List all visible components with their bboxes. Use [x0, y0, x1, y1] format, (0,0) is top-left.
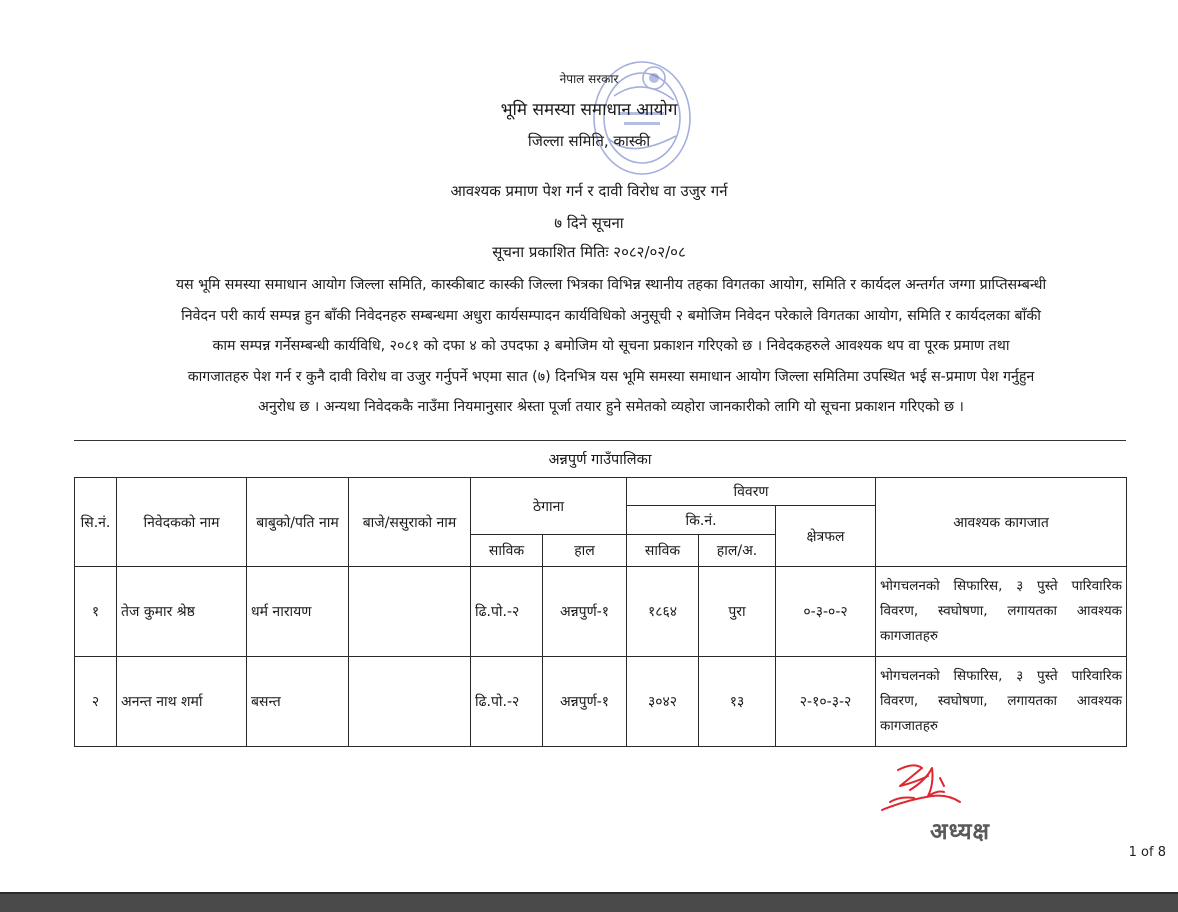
notice-body-line: निवेदन परी कार्य सम्पन्न हुन बाँकी निवेदनहरु सम्बन्धमा अधुरा कार्यसम्पादन कार्यविधिको अनुसूची २ बमोजिम निवेदन परेकाले विगतका आयोग, समिति र कार्यदलका बाँकी — [181, 307, 1041, 324]
notice-body-line: अनुरोध छ । अन्यथा निवेदककै नाउँमा नियमानुसार श्रेस्ता पूर्जा तयार हुने समेतको व्यहोरा जानकारीको लागि यो सूचना प्रकाशन गरिएको छ । — [258, 399, 964, 415]
cell-father: बसन्त — [247, 657, 349, 747]
header-area: क्षेत्रफल — [776, 506, 876, 567]
commission-title: भूमि समस्या समाधान आयोग — [500, 100, 678, 120]
header-kitta-old: साविक — [627, 535, 699, 567]
header-kitta: कि.नं. — [627, 506, 776, 535]
notice-body-line: कागजातहरु पेश गर्न र कुनै दावी विरोध वा उजुर गर्नुपर्ने भएमा सात (७) दिनभित्र यस भूमि समस्या समाधान आयोग जिल्ला समितिमा उपस्थित भई स-प्रमाण पेश गर्नुहुन — [187, 368, 1035, 385]
cell-area: २-१०-३-२ — [776, 657, 876, 747]
cell-sn: २ — [75, 657, 117, 747]
section-divider — [74, 440, 1126, 441]
header-sn: सि.नं. — [75, 478, 117, 567]
header-address-new: हाल — [543, 535, 627, 567]
cell-address-old: ढि.पो.-२ — [471, 567, 543, 657]
cell-sn: १ — [75, 567, 117, 657]
viewer-bottom-bar — [0, 892, 1178, 912]
cell-kitta-new: १३ — [699, 657, 776, 747]
cell-father: धर्म नारायण — [247, 567, 349, 657]
notice-body — [82, 270, 1140, 423]
cell-documents: भोगचलनको सिफारिस, ३ पुस्ते पारिवारिक विवरण, स्वघोषणा, लगायतका आवश्यक कागजातहरु — [876, 657, 1127, 747]
cell-documents: भोगचलनको सिफारिस, ३ पुस्ते पारिवारिक विवरण, स्वघोषणा, लगायतका आवश्यक कागजातहरु — [876, 567, 1127, 657]
cell-applicant: तेज कुमार श्रेष्ठ — [117, 567, 247, 657]
cell-kitta-old: १८६४ — [627, 567, 699, 657]
header-applicant: निवेदकको नाम — [117, 478, 247, 567]
notice-title: ७ दिने सूचना — [554, 214, 624, 232]
cell-grandfather — [349, 657, 471, 747]
government-label: नेपाल सरकार — [559, 72, 619, 86]
signature-title: अध्यक्ष — [930, 819, 991, 845]
notice-body-line: काम सम्पन्न गर्नेसम्बन्धी कार्यविधि, २०८१ को दफा ४ को उपदफा ३ बमोजिम यो सूचना प्रकाशन गरिएको छ । निवेदकहरुले आवश्यक थप वा पूरक प्रमाण तथा — [212, 338, 1010, 354]
notice-subject: आवश्यक प्रमाण पेश गर्न र दावी विरोध वा उजुर गर्न — [450, 182, 728, 200]
handwritten-signature — [870, 756, 990, 816]
cell-kitta-new: पुरा — [699, 567, 776, 657]
notice-body-line: यस भूमि समस्या समाधान आयोग जिल्ला समिति, कास्कीबाट कास्की जिल्ला भित्रका विभिन्न स्थानीय तहका विगतका आयोग, समिति र कार्यदल अन्तर्गत जग्गा प्राप्तिसम्बन्धी — [175, 277, 1047, 293]
municipality-heading: अन्नपुर्ण गाउँपालिका — [548, 452, 652, 468]
cell-area: ०-३-०-२ — [776, 567, 876, 657]
cell-kitta-old: ३०४२ — [627, 657, 699, 747]
cell-grandfather — [349, 567, 471, 657]
published-date: सूचना प्रकाशित मितिः २०८२/०२/०८ — [492, 243, 686, 261]
cell-address-new: अन्नपुर्ण-१ — [543, 567, 627, 657]
header-documents: आवश्यक कागजात — [876, 478, 1127, 567]
header-address-old: साविक — [471, 535, 543, 567]
cell-applicant: अनन्त नाथ शर्मा — [117, 657, 247, 747]
header-father: बाबुको/पति नाम — [247, 478, 349, 567]
district-committee-title: जिल्ला समिति, कास्की — [527, 132, 651, 150]
page-indicator: 1 of 8 — [1128, 845, 1166, 860]
header-grandfather: बाजे/ससुराको नाम — [349, 478, 471, 567]
applicant-table — [74, 477, 1127, 747]
header-details: विवरण — [627, 478, 876, 506]
header-kitta-new: हाल/अ. — [699, 535, 776, 567]
cell-address-new: अन्नपुर्ण-१ — [543, 657, 627, 747]
table-row — [75, 567, 1127, 657]
header-address: ठेगाना — [471, 478, 627, 535]
cell-address-old: ढि.पो.-२ — [471, 657, 543, 747]
table-row — [75, 657, 1127, 747]
